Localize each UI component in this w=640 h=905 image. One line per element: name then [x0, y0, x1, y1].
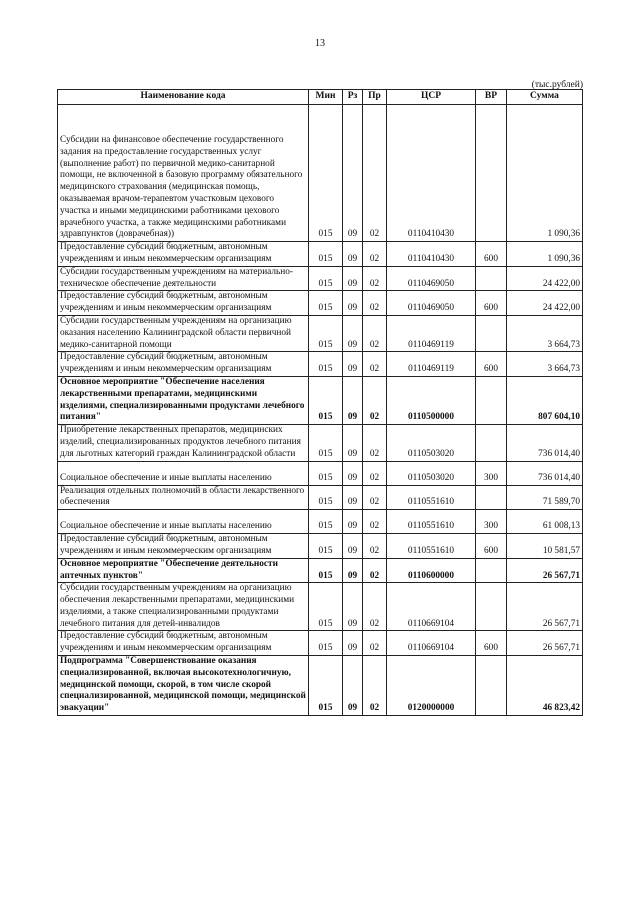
row-sum: 24 422,00: [507, 266, 583, 291]
row-min: 015: [309, 583, 343, 631]
row-vr: [476, 656, 507, 716]
row-csr: 0110500000: [387, 376, 476, 424]
row-csr: 0110469050: [387, 291, 476, 316]
row-pr: 02: [363, 352, 387, 377]
row-csr: 0110503020: [387, 425, 476, 461]
row-rz: 09: [343, 461, 363, 485]
row-min: 015: [309, 485, 343, 510]
table-row: [58, 105, 583, 242]
table-row: [58, 315, 583, 351]
row-vr: [476, 376, 507, 424]
row-min: 015: [309, 291, 343, 316]
row-rz: 09: [343, 425, 363, 461]
table-row: [58, 425, 583, 461]
row-rz: 09: [343, 376, 363, 424]
row-csr: 0110600000: [387, 558, 476, 583]
table-row: [58, 534, 583, 559]
row-min: 015: [309, 656, 343, 716]
header-rz: Рз: [343, 90, 363, 105]
row-rz: 09: [343, 656, 363, 716]
row-csr: 0110551610: [387, 534, 476, 559]
row-pr: 02: [363, 291, 387, 316]
row-min: 015: [309, 461, 343, 485]
row-name: Реализация отдельных полномочий в области лекарственного обеспечения: [58, 485, 309, 510]
table-row: [58, 656, 583, 716]
table-row: [58, 558, 583, 583]
row-vr: 600: [476, 534, 507, 559]
row-rz: 09: [343, 558, 363, 583]
row-sum: 807 604,10: [507, 376, 583, 424]
row-pr: 02: [363, 105, 387, 242]
row-min: 015: [309, 376, 343, 424]
row-min: 015: [309, 534, 343, 559]
row-pr: 02: [363, 510, 387, 534]
header-vr: ВР: [476, 90, 507, 105]
row-sum: 26 567,71: [507, 558, 583, 583]
row-name: Предоставление субсидий бюджетным, автономным учреждениям и иным некоммерческим организациям: [58, 631, 309, 656]
table-row: [58, 242, 583, 267]
row-rz: 09: [343, 510, 363, 534]
row-name: Приобретение лекарственных препаратов, медицинских изделий, специализированных продуктов лечебного питания для льготных категорий граждан Калининградской области: [58, 425, 309, 461]
header-min: Мин: [309, 90, 343, 105]
row-sum: 26 567,71: [507, 631, 583, 656]
header-pr: Пр: [363, 90, 387, 105]
row-sum: 3 664,73: [507, 352, 583, 377]
row-name: Социальное обеспечение и иные выплаты населению: [58, 510, 309, 534]
row-rz: 09: [343, 266, 363, 291]
row-pr: 02: [363, 376, 387, 424]
header-csr: ЦСР: [387, 90, 476, 105]
units-label: (тыс.рублей): [531, 80, 583, 90]
row-name: Предоставление субсидий бюджетным, автономным учреждениям и иным некоммерческим организациям: [58, 534, 309, 559]
row-rz: 09: [343, 315, 363, 351]
row-min: 015: [309, 315, 343, 351]
row-sum: 61 008,13: [507, 510, 583, 534]
row-pr: 02: [363, 631, 387, 656]
row-csr: 0120000000: [387, 656, 476, 716]
row-vr: [476, 558, 507, 583]
row-name: Предоставление субсидий бюджетным, автономным учреждениям и иным некоммерческим организациям: [58, 352, 309, 377]
row-rz: 09: [343, 485, 363, 510]
row-rz: 09: [343, 242, 363, 267]
header-name: Наименование кода: [58, 90, 309, 105]
table-row: [58, 583, 583, 631]
row-pr: 02: [363, 485, 387, 510]
row-csr: 0110551610: [387, 510, 476, 534]
row-csr: 0110469050: [387, 266, 476, 291]
row-sum: 26 567,71: [507, 583, 583, 631]
row-sum: 736 014,40: [507, 425, 583, 461]
row-name: Субсидии государственным учреждениям на организацию обеспечения лекарственными препаратами, медицинскими изделиями, а также специализированными продуктами лечебного питания для детей-инвалидов: [58, 583, 309, 631]
row-name: Основное мероприятие "Обеспечение деятельности аптечных пунктов": [58, 558, 309, 583]
row-min: 015: [309, 352, 343, 377]
row-pr: 02: [363, 534, 387, 559]
row-pr: 02: [363, 583, 387, 631]
row-vr: 600: [476, 242, 507, 267]
row-min: 015: [309, 105, 343, 242]
row-rz: 09: [343, 352, 363, 377]
row-min: 015: [309, 266, 343, 291]
table-row: [58, 510, 583, 534]
row-min: 015: [309, 631, 343, 656]
row-vr: [476, 485, 507, 510]
row-name: Основное мероприятие "Обеспечение населения лекарственными препаратами, медицинскими изделиями, специализированными продуктами лечебного питания": [58, 376, 309, 424]
row-sum: 3 664,73: [507, 315, 583, 351]
budget-table: [57, 89, 583, 716]
table-row: [58, 485, 583, 510]
row-vr: 300: [476, 510, 507, 534]
row-pr: 02: [363, 558, 387, 583]
row-name: Субсидии на финансовое обеспечение государственного задания на предоставление государственных услуг (выполнение работ) по первичной медико-санитарной помощи, не включенной в базовую программу обязательного медицинского страхования (медицинская помощь, оказываемая врачом-терапевтом участковым цехового участка и иными медицинскими работниками цехового врачебного участка, а также медицинскими работниками здравпунктов (доврачебная)): [58, 105, 309, 242]
table-row: [58, 376, 583, 424]
row-rz: 09: [343, 291, 363, 316]
row-pr: 02: [363, 242, 387, 267]
row-vr: [476, 315, 507, 351]
row-csr: 0110410430: [387, 242, 476, 267]
row-min: 015: [309, 425, 343, 461]
table-row: [58, 461, 583, 485]
row-csr: 0110410430: [387, 105, 476, 242]
row-name: Социальное обеспечение и иные выплаты населению: [58, 461, 309, 485]
row-sum: 1 090,36: [507, 242, 583, 267]
row-sum: 46 823,42: [507, 656, 583, 716]
row-vr: 600: [476, 631, 507, 656]
row-vr: [476, 425, 507, 461]
row-sum: 736 014,40: [507, 461, 583, 485]
row-vr: 600: [476, 291, 507, 316]
row-rz: 09: [343, 105, 363, 242]
row-name: Субсидии государственным учреждениям на организацию оказания населению Калининградской области первичной медико-санитарной помощи: [58, 315, 309, 351]
row-sum: 71 589,70: [507, 485, 583, 510]
row-name: Подпрограмма "Совершенствование оказания специализированной, включая высокотехнологичную, медицинской помощи, скорой, в том числе скорой специализированной, медицинской помощи, медицинской эвакуации": [58, 656, 309, 716]
row-min: 015: [309, 242, 343, 267]
row-vr: [476, 583, 507, 631]
row-csr: 0110551610: [387, 485, 476, 510]
page-number: 13: [315, 38, 325, 49]
row-pr: 02: [363, 461, 387, 485]
table-row: [58, 266, 583, 291]
table-row: [58, 631, 583, 656]
row-name: Субсидии государственным учреждениям на материально-техническое обеспечение деятельности: [58, 266, 309, 291]
table-row: [58, 291, 583, 316]
row-min: 015: [309, 558, 343, 583]
row-sum: 24 422,00: [507, 291, 583, 316]
table-row: [58, 352, 583, 377]
row-csr: 0110669104: [387, 631, 476, 656]
row-pr: 02: [363, 266, 387, 291]
row-min: 015: [309, 510, 343, 534]
row-vr: [476, 266, 507, 291]
row-csr: 0110669104: [387, 583, 476, 631]
header-sum: Сумма: [507, 90, 583, 105]
row-vr: 600: [476, 352, 507, 377]
row-csr: 0110503020: [387, 461, 476, 485]
row-vr: 300: [476, 461, 507, 485]
row-sum: 10 581,57: [507, 534, 583, 559]
row-name: Предоставление субсидий бюджетным, автономным учреждениям и иным некоммерческим организациям: [58, 291, 309, 316]
row-rz: 09: [343, 583, 363, 631]
row-csr: 0110469119: [387, 315, 476, 351]
row-rz: 09: [343, 631, 363, 656]
row-pr: 02: [363, 315, 387, 351]
header-row: [58, 90, 583, 105]
row-rz: 09: [343, 534, 363, 559]
row-vr: [476, 105, 507, 242]
row-sum: 1 090,36: [507, 105, 583, 242]
row-name: Предоставление субсидий бюджетным, автономным учреждениям и иным некоммерческим организациям: [58, 242, 309, 267]
row-pr: 02: [363, 425, 387, 461]
row-pr: 02: [363, 656, 387, 716]
row-csr: 0110469119: [387, 352, 476, 377]
